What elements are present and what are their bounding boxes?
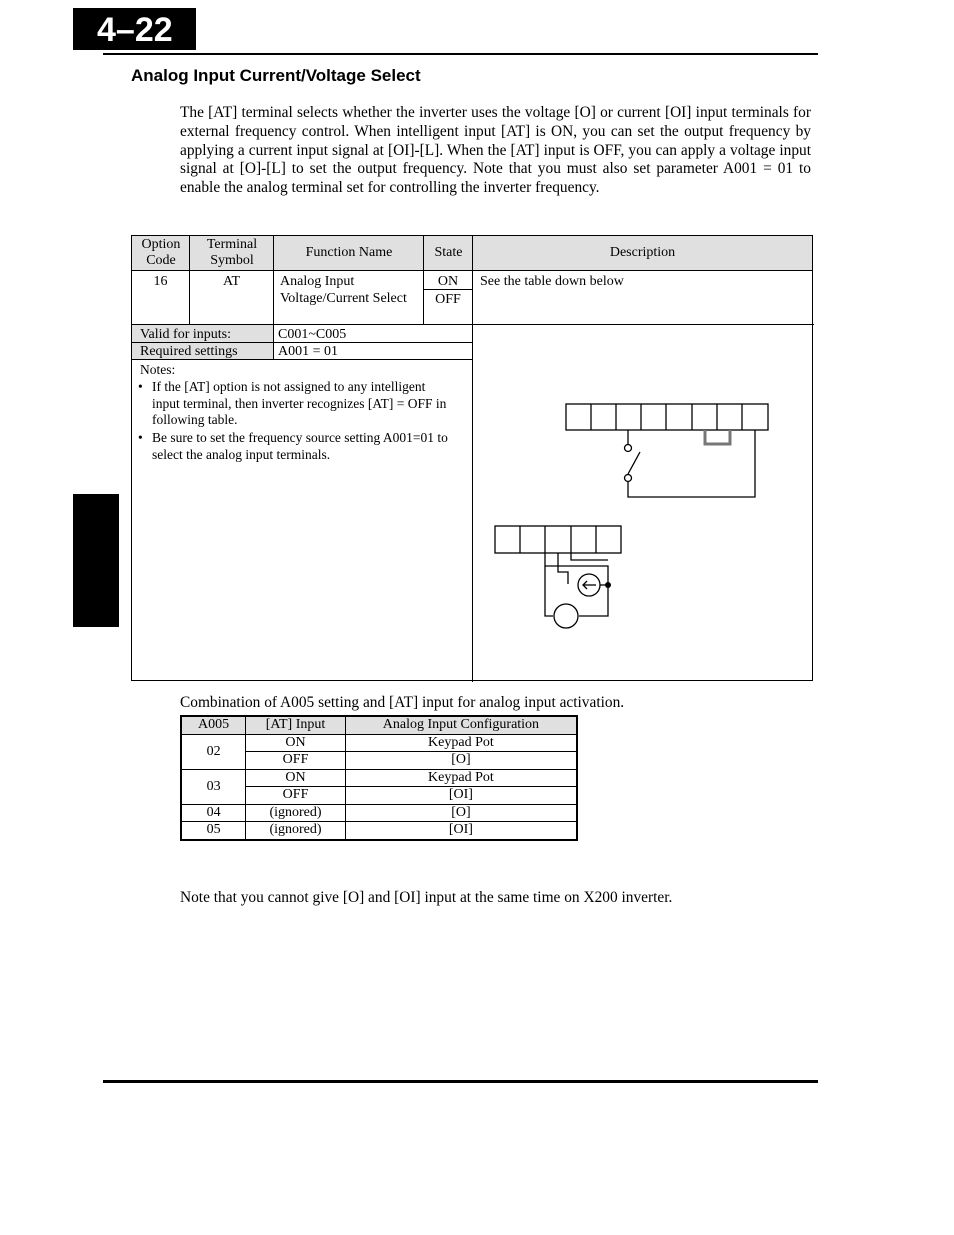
config-value: [OI] (345, 822, 577, 840)
required-value: A001 = 01 (278, 344, 339, 359)
terminal-symbol-value: AT (222, 274, 241, 289)
intro-paragraph: The [AT] terminal selects whether the inverter uses the voltage [O] or current [OI] input terminals for external frequency control. When intelligent input [AT] is ON, you can set the output frequency by applying a current input signal at [OI]-[L]. When the [AT] input is OFF, you can apply a voltage input signal at [O]-[L] to set the output frequency. Note that you must also set parameter A001 = 01 to enable the analog terminal set for controlling the inverter frequency. (180, 104, 811, 197)
at-input-value: (ignored) (246, 804, 346, 822)
note-1: If the [AT] option is not assigned to any intelligent input terminal, then inverter recognizes [AT] = OFF in following table. (152, 379, 447, 427)
valid-label: Valid for inputs: (140, 327, 231, 342)
table-row (181, 769, 577, 787)
header-terminal-symbol: Terminal Symbol (190, 236, 274, 271)
table-row (181, 804, 577, 822)
combo-header-at-input: [AT] Input (246, 716, 346, 734)
at-input-value: OFF (246, 787, 346, 805)
section-title: Analog Input Current/Voltage Select (131, 66, 421, 85)
table-row (181, 822, 577, 840)
chapter-side-tab (73, 494, 119, 627)
config-value: [OI] (345, 787, 577, 805)
notes-title: Notes: (140, 362, 176, 377)
potentiometer-icon (554, 604, 578, 628)
divider (273, 236, 274, 324)
at-input-value: ON (246, 769, 346, 787)
at-input-value: (ignored) (246, 822, 346, 840)
analog-terminal-strip (495, 526, 621, 553)
function-name-value: Analog Input Voltage/Current Select (280, 274, 407, 306)
a005-value: 05 (181, 822, 246, 840)
input-terminal-strip (566, 404, 768, 430)
divider (132, 359, 473, 360)
required-label: Required settings (140, 344, 238, 359)
config-value: Keypad Pot (345, 734, 577, 752)
state-off: OFF (435, 292, 461, 307)
page-number: 4–22 (73, 8, 196, 50)
a005-value: 04 (181, 804, 246, 822)
header-description: Description (473, 236, 812, 271)
combo-caption: Combination of A005 setting and [AT] input for analog input activation. (180, 694, 625, 711)
table-row (181, 734, 577, 752)
wiring-diagram (472, 324, 812, 680)
a005-value: 03 (181, 769, 246, 804)
divider (273, 324, 274, 360)
bullet-icon: • (138, 430, 143, 445)
header-option-code: Option Code (132, 236, 190, 271)
valid-value: C001~C005 (278, 327, 347, 342)
combo-header-a005: A005 (181, 716, 246, 734)
state-on: ON (437, 274, 459, 289)
note-2: Be sure to set the frequency source setting A001=01 to select the analog input terminals. (152, 430, 448, 462)
config-value: [O] (345, 804, 577, 822)
bottom-rule (103, 1080, 818, 1083)
description-value: See the table down below (480, 274, 624, 289)
config-value: Keypad Pot (345, 769, 577, 787)
option-code-value: 16 (153, 274, 168, 289)
footnote: Note that you cannot give [O] and [OI] input at the same time on X200 inverter. (180, 889, 673, 906)
at-input-value: OFF (246, 752, 346, 770)
a005-value: 02 (181, 734, 246, 769)
at-input-value: ON (246, 734, 346, 752)
header-state: State (424, 236, 473, 271)
config-value: [O] (345, 752, 577, 770)
combination-table (180, 715, 578, 841)
bullet-icon: • (138, 379, 143, 394)
combo-header-config: Analog Input Configuration (345, 716, 577, 734)
header-function-name: Function Name (274, 236, 424, 271)
top-rule (103, 53, 818, 55)
